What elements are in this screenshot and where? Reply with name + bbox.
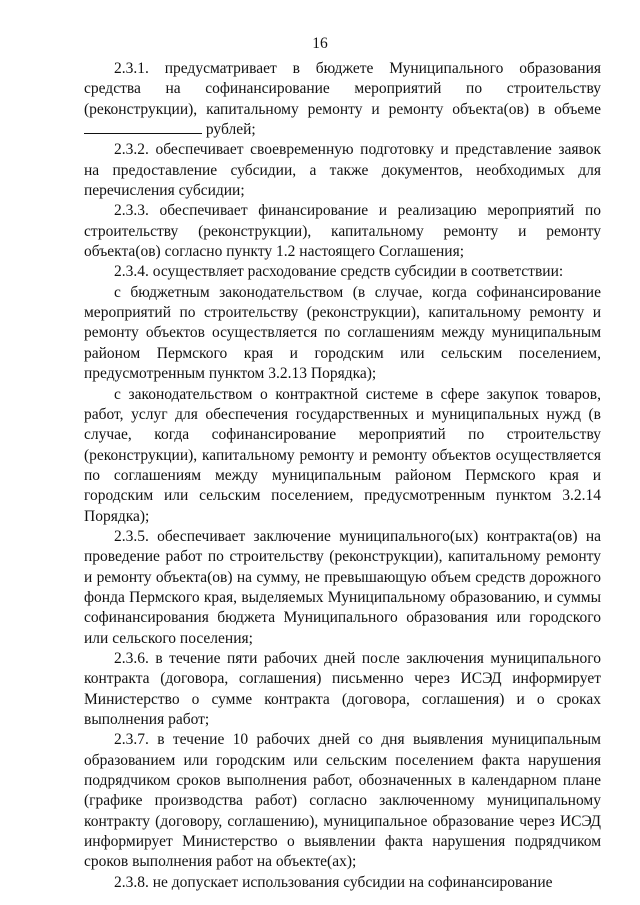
paragraph-2-3-5: 2.3.5. обеспечивает заключение муниципального(ых) контракта(ов) на проведение работ по строительству (реконструкции), капитальному ремонту и ремонту объекта(ов) на сумму, не превышающую объем средств дорожного фонда Пермского края, выделяемых Муниципальному образованию, и суммы софинансирования бюджета Муниципального образования или городского или сельского поселения; (84, 527, 601, 647)
paragraph-2-3-3: 2.3.3. обеспечивает финансирование и реализацию мероприятий по строительству (реконструкции), капитальному ремонту и ремонту объекта(ов) согласно пункту 1.2 настоящего Соглашения; (84, 202, 601, 261)
paragraph-2-3-4-budget: с бюджетным законодательством (в случае, когда софинансирование мероприятий по строительству (реконструкции), капитальному ремонту и ремонту объектов осуществляется по соглашениям между муниципальным районом Пермского края и городским или сельским поселением, предусмотренным пунктом 3.2.13 Порядка); (84, 283, 601, 383)
page-number: 16 (312, 35, 328, 52)
paragraph-2-3-4: 2.3.4. осуществляет расходование средств субсидии в соответствии: (114, 263, 564, 281)
paragraph-text-after-blank: рублей; (202, 121, 256, 139)
paragraph-2-3-8: 2.3.8. не допускает использования субсидии на софинансирование (114, 873, 553, 891)
paragraph-2-3-2: 2.3.2. обеспечивает своевременную подготовку и представление заявок на предоставление субсидии, а также документов, необходимых для перечисления субсидии; (84, 141, 601, 200)
paragraph-2-3-1 (84, 59, 601, 140)
paragraph-text: 2.3.1. предусматривает в бюджете Муниципального образования средства на софинансирование мероприятий по строительству (реконструкции), капитальному ремонту и ремонту объекта(ов) в объеме (84, 60, 601, 118)
document-body (84, 59, 601, 893)
paragraph-2-3-4-procurement: с законодательством о контрактной системе в сфере закупок товаров, работ, услуг для обеспечения государственных и муниципальных нужд (в случае, когда софинансирование мероприятий по строительству (реконструкции), капитальному ремонту и ремонту объектов осуществляется по соглашениям между муниципальным районом Пермского края и городским или сельским поселением, предусмотренным пунктом 3.2.14 Порядка); (84, 385, 601, 525)
amount-blank-line (84, 120, 202, 134)
paragraph-2-3-7: 2.3.7. в течение 10 рабочих дней со дня выявления муниципальным образованием или городским или сельским поселением факта нарушения подрядчиком сроков выполнения работ, обозначенных в календарном плане (графике производства работ) согласно заключенному муниципальному контракту (договору, соглашению), муниципальное образование через ИСЭД информирует Министерство о выявлении факта нарушения подрядчиком сроков выполнения работ на объекте(ах); (84, 731, 601, 871)
paragraph-2-3-6: 2.3.6. в течение пяти рабочих дней после заключения муниципального контракта (договора, соглашения) письменно через ИСЭД информирует Министерство о сумме контракта (договора, соглашения) и о сроках выполнения работ; (84, 649, 601, 728)
